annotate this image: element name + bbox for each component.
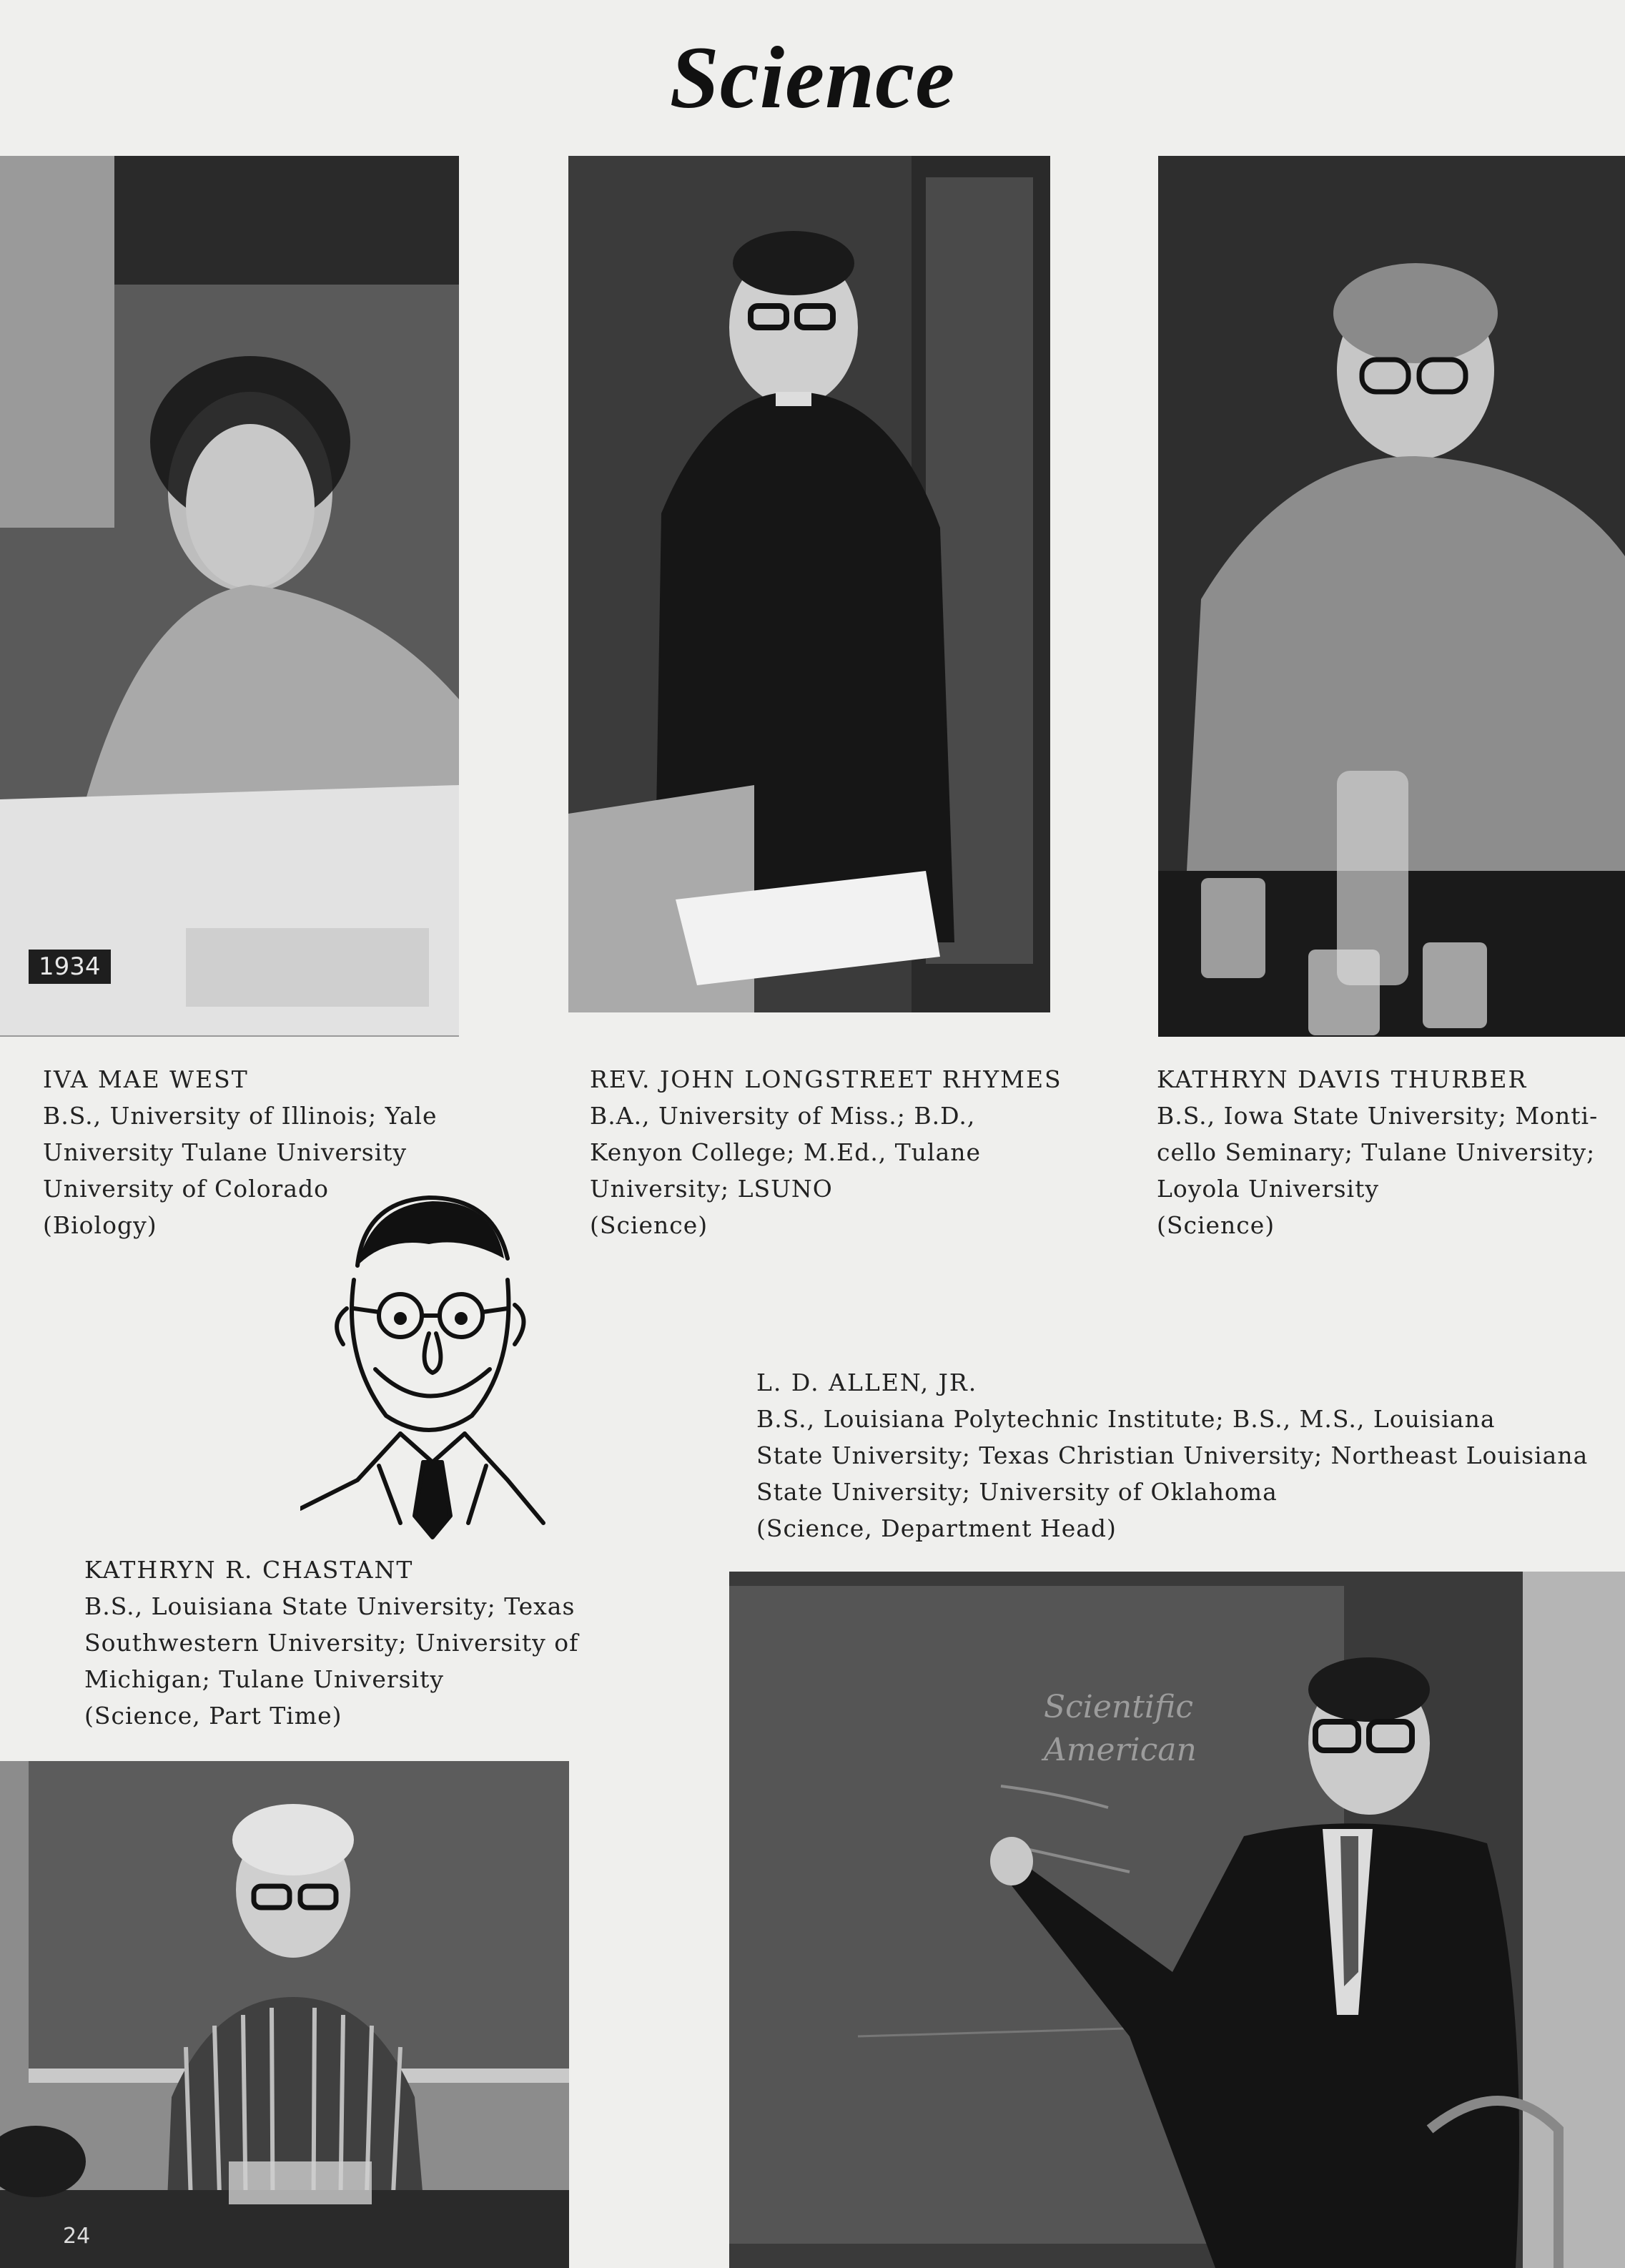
faculty-credentials-line: B.S., Louisiana State University; Texas [84,1592,576,1620]
caption-ld-allen [756,1364,1588,1547]
photo-kathryn-r-chastant [0,1761,569,2268]
faculty-credentials-line: B.S., Louisiana Polytechnic Institute; B.S., M.S., Louisiana [756,1405,1496,1433]
faculty-name: L. D. ALLEN, JR. [756,1369,978,1396]
faculty-department: (Science, Department Head) [756,1514,1117,1542]
faculty-name: KATHRYN DAVIS THURBER [1157,1065,1528,1093]
faculty-credentials-line: Loyola University [1157,1175,1379,1203]
photo-john-longstreet-rhymes [568,156,1050,1012]
page-title: Science [669,29,956,127]
faculty-credentials-line: Michigan; Tulane University [84,1665,445,1693]
faculty-department: (Biology) [43,1211,157,1239]
faculty-credentials-line: B.A., University of Miss.; B.D., [590,1102,976,1130]
faculty-name: REV. JOHN LONGSTREET RHYMES [590,1065,1062,1093]
faculty-name: IVA MAE WEST [43,1065,249,1093]
photo-ld-allen [729,1572,1625,2268]
faculty-credentials-line: Kenyon College; M.Ed., Tulane [590,1138,982,1166]
faculty-credentials-line: State University; University of Oklahoma [756,1478,1278,1506]
photo-kathryn-davis-thurber [1158,156,1625,1037]
faculty-department: (Science) [1157,1211,1275,1239]
faculty-credentials-line: B.S., University of Illinois; Yale [43,1102,438,1130]
faculty-credentials-line: University Tulane University [43,1138,408,1166]
faculty-department: (Science, Part Time) [84,1702,342,1730]
page-number: 24 [63,2224,91,2249]
chalkboard-writing: Scientific American [1044,1689,1197,1768]
faculty-credentials-line: Southwestern University; University of [84,1629,579,1657]
caption-kathryn-davis-thurber [1157,1061,1598,1243]
faculty-credentials-line: B.S., Iowa State University; Monti- [1157,1102,1599,1130]
faculty-credentials-line: cello Seminary; Tulane University; [1157,1138,1596,1166]
photo-year-label: 1934 [29,950,111,984]
faculty-credentials-line: University of Colorado [43,1175,330,1203]
caption-kathryn-r-chastant [84,1552,578,1734]
faculty-department: (Science) [590,1211,708,1239]
cartoon-teacher-illustration [300,1180,558,1544]
faculty-name: KATHRYN R. CHASTANT [84,1556,414,1584]
faculty-credentials-line: University; LSUNO [590,1175,833,1203]
caption-john-longstreet-rhymes [590,1061,1062,1243]
faculty-credentials-line: State University; Texas Christian University; Northeast Louisiana [756,1441,1589,1469]
photo-iva-mae-west [0,156,459,1037]
